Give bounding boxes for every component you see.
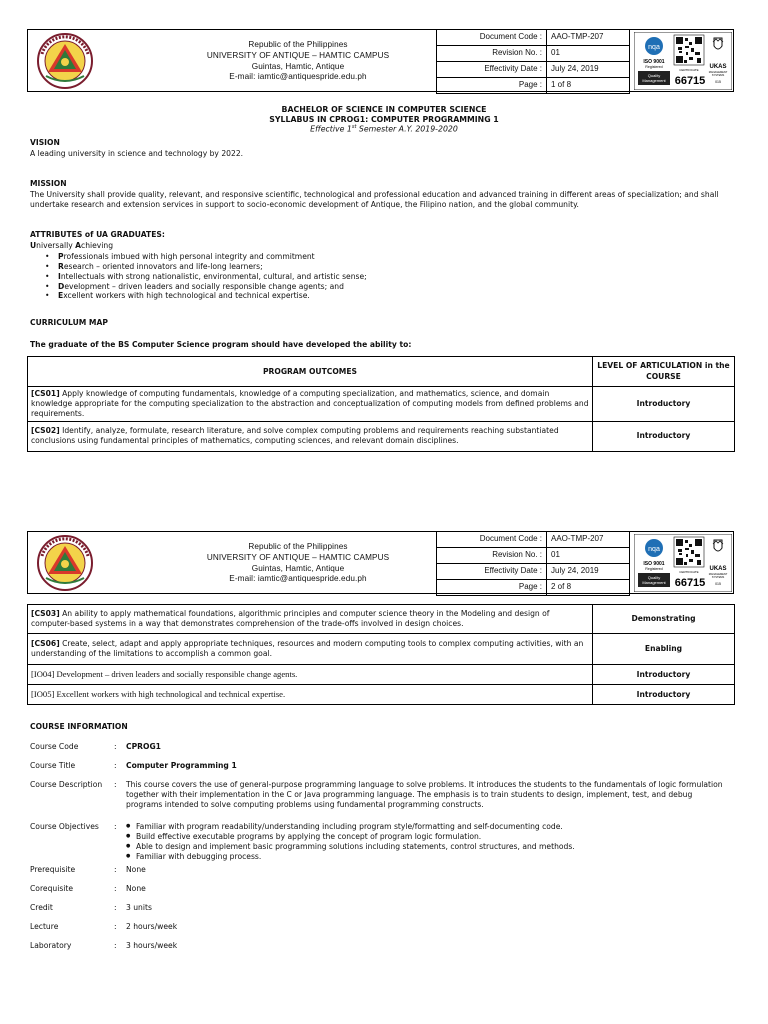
- outcome-cell: [CS06] Create, select, adapt and apply appropriate techniques, resources and modern computing tools to complex computing activities, with an understanding of the limitations to accomplish a common goal.: [28, 634, 593, 665]
- table-row: [28, 665, 735, 685]
- vision-heading: VISION: [30, 138, 60, 147]
- outcome-cell: [CS02] Identify, analyze, formulate, research literature, and solve complex computing problems and requirements reaching substantiated conclusions using fundamental principles of mathematics, computing sciences, and relevant domain disciplines.: [28, 421, 593, 451]
- attributes-list: [42, 252, 642, 301]
- mission-heading: MISSION: [30, 179, 67, 188]
- iso-certification-badge: [634, 32, 732, 90]
- address-line: Guintas, Hamtic, Antique: [251, 563, 345, 573]
- revision-value: 01: [547, 46, 630, 62]
- svg-text:CERTIFICATE: CERTIFICATE: [679, 570, 699, 574]
- course-info-heading: COURSE INFORMATION: [30, 722, 128, 731]
- republic-line: Republic of the Philippines: [248, 542, 348, 551]
- colon: :: [114, 884, 117, 893]
- svg-text:66715: 66715: [674, 75, 706, 87]
- colon: :: [114, 865, 117, 874]
- email-line: E-mail: iamtic@antiquespride.edu.ph: [229, 574, 367, 584]
- objectives-list: [126, 822, 730, 861]
- syllabus-title-block: [0, 105, 768, 135]
- svg-text:Quality: Quality: [647, 73, 661, 78]
- attributes-intro: [30, 241, 113, 251]
- course-objectives-label: Course Objectives: [30, 822, 99, 831]
- vision-text: A leading university in science and technology by 2022.: [30, 149, 244, 158]
- institution-block: [138, 542, 458, 585]
- svg-text:66715: 66715: [674, 577, 706, 589]
- svg-text:MANAGEMENT: MANAGEMENT: [708, 573, 728, 576]
- outcome-cell: [IO05] Excellent workers with high technological and technical expertise.: [28, 685, 593, 705]
- svg-text:ISO 9001: ISO 9001: [643, 59, 665, 65]
- colon: :: [114, 780, 117, 789]
- outcome-cell: [IO04] Development – driven leaders and socially responsible change agents.: [28, 665, 593, 685]
- document-control-table: [436, 531, 630, 596]
- svg-text:Registered: Registered: [645, 65, 663, 69]
- doc-code-label: Document Code :: [437, 30, 547, 46]
- doc-code-value: AAO-TMP-207: [547, 532, 630, 548]
- effectivity-value: July 24, 2019: [547, 62, 630, 78]
- program-outcomes-table-page1: [27, 356, 735, 452]
- level-cell: Introductory: [593, 685, 735, 705]
- colon: :: [114, 922, 117, 931]
- corequisite-row: [30, 884, 730, 896]
- list-item: ● Familiar with program readability/understanding including program style/formatting and self-documenting code.: [126, 822, 730, 832]
- prerequisite-value: None: [126, 865, 146, 874]
- revision-value: 01: [547, 548, 630, 564]
- level-cell: Introductory: [593, 387, 735, 422]
- page-label: Page :: [437, 78, 547, 94]
- attribute-item: • Research – oriented innovators and life-long learners;: [42, 262, 642, 272]
- attribute-item: • Intellectuals with strong nationalistic, environmental, cultural, and artistic sense;: [42, 272, 642, 282]
- effective-line: [0, 124, 768, 134]
- colon: :: [114, 742, 117, 751]
- document-header-page1: [27, 29, 734, 92]
- svg-text:UKAS: UKAS: [709, 64, 727, 70]
- prerequisite-row: [30, 865, 730, 877]
- outcome-cell: [CS01] Apply knowledge of computing fundamentals, knowledge of a computing specialization, and mathematics, science, and domain knowledge appropriate for the computing specialization to the abstraction and conceptualization of computing models from defined problems and requirements.: [28, 387, 593, 422]
- attribute-item: • Development – driven leaders and socially responsible change agents; and: [42, 282, 642, 292]
- mission-text: The University shall provide quality, relevant, and responsive scientific, technological and professional education and advanced training in different areas of specialization; and shall undertake research and extension services in support to socio-economic development of Antique, the Filipino nation, and the global community.: [30, 190, 719, 209]
- col-level-articulation: LEVEL OF ARTICULATION in the COURSE: [593, 357, 735, 387]
- course-code-row: [30, 742, 730, 754]
- svg-text:nqa: nqa: [648, 546, 660, 553]
- lecture-row: [30, 922, 730, 934]
- course-objectives-row: [30, 822, 730, 866]
- doc-code-label: Document Code :: [437, 532, 547, 548]
- effective-pre: Effective 1: [310, 125, 352, 135]
- intro-rest1: niversally: [36, 241, 76, 250]
- university-name: UNIVERSITY OF ANTIQUE – HAMTIC CAMPUS: [206, 50, 390, 60]
- page-label: Page :: [437, 580, 547, 596]
- svg-text:015: 015: [715, 582, 721, 586]
- table-row: [28, 634, 735, 665]
- svg-text:Registered: Registered: [645, 567, 663, 571]
- attributes-heading: ATTRIBUTES of UA GRADUATES:: [30, 230, 165, 239]
- university-name: UNIVERSITY OF ANTIQUE – HAMTIC CAMPUS: [206, 552, 390, 562]
- effectivity-label: Effectivity Date :: [437, 564, 547, 580]
- credit-row: [30, 903, 730, 915]
- doc-code-value: AAO-TMP-207: [547, 30, 630, 46]
- lecture-label: Lecture: [30, 922, 59, 931]
- attribute-item: • Excellent workers with high technological and technical expertise.: [42, 291, 642, 301]
- level-cell: Demonstrating: [593, 605, 735, 634]
- laboratory-label: Laboratory: [30, 941, 72, 950]
- col-program-outcomes: PROGRAM OUTCOMES: [28, 357, 593, 387]
- lecture-value: 2 hours/week: [126, 922, 178, 931]
- svg-text:MANAGEMENT: MANAGEMENT: [708, 71, 728, 74]
- colon: :: [114, 761, 117, 770]
- course-description-label: Course Description: [30, 780, 103, 789]
- revision-label: Revision No. :: [437, 46, 547, 62]
- level-cell: Introductory: [593, 665, 735, 685]
- attribute-item: • Professionals imbued with high personal integrity and commitment: [42, 252, 642, 262]
- svg-text:UKAS: UKAS: [709, 566, 727, 572]
- list-item: ● Familiar with debugging process.: [126, 852, 730, 862]
- corequisite-label: Corequisite: [30, 884, 74, 893]
- university-seal-logo: [32, 32, 98, 90]
- course-description-row: [30, 780, 730, 814]
- effective-sup: st: [351, 124, 357, 131]
- svg-text:CERTIFICATE: CERTIFICATE: [679, 68, 699, 72]
- svg-text:nqa: nqa: [648, 44, 660, 51]
- credit-value: 3 units: [126, 903, 152, 912]
- syllabus-title: SYLLABUS IN CPROG1: COMPUTER PROGRAMMING 1: [269, 114, 499, 124]
- course-code-label: Course Code: [30, 742, 79, 751]
- effectivity-label: Effectivity Date :: [437, 62, 547, 78]
- svg-text:015: 015: [715, 80, 721, 84]
- revision-label: Revision No. :: [437, 548, 547, 564]
- svg-text:SYSTEMS: SYSTEMS: [711, 576, 725, 579]
- laboratory-value: 3 hours/week: [126, 941, 178, 950]
- page-value: 2 of 8: [547, 580, 630, 596]
- document-header-page2: [27, 531, 734, 594]
- page-value: 1 of 8: [547, 78, 630, 94]
- prerequisite-label: Prerequisite: [30, 865, 76, 874]
- effectivity-value: July 24, 2019: [547, 564, 630, 580]
- credit-label: Credit: [30, 903, 53, 912]
- republic-line: Republic of the Philippines: [248, 40, 348, 49]
- list-item: ● Build effective executable programs by applying the concept of program logic formulation.: [126, 832, 730, 842]
- university-seal-logo: [32, 534, 98, 592]
- document-control-table: [436, 29, 630, 94]
- course-description-value: This course covers the use of general-purpose programming language to solve problems. It introduces the students to the fundamentals of logic formulation together with their implementation in the C or Java programming language. The emphasis is to train students to design, implement, test, and debug programs intended to solve computing problems using fundamental programming constructs.: [126, 780, 723, 809]
- institution-block: [138, 40, 458, 83]
- intro-rest2: chieving: [81, 241, 114, 250]
- colon: :: [114, 941, 117, 950]
- svg-text:ISO 9001: ISO 9001: [643, 561, 665, 567]
- address-line: Guintas, Hamtic, Antique: [251, 61, 345, 71]
- svg-text:SYSTEMS: SYSTEMS: [711, 74, 725, 77]
- table-row: [28, 605, 735, 634]
- table-row: [28, 685, 735, 705]
- email-line: E-mail: iamtic@antiquespride.edu.ph: [229, 72, 367, 82]
- intro-u: U: [30, 241, 37, 250]
- svg-text:Quality: Quality: [647, 575, 661, 580]
- outcome-cell: [CS03] An ability to apply mathematical foundations, algorithmic principles and computer science theory in the Modeling and design of computer-based systems in a way that demonstrates comprehension of the trade-offs involved in design choices.: [28, 605, 593, 634]
- svg-text:Management: Management: [642, 580, 666, 585]
- course-code-value: CPROG1: [126, 742, 161, 751]
- curriculum-intro: The graduate of the BS Computer Science program should have developed the ability to:: [30, 340, 412, 349]
- table-row: [28, 387, 735, 422]
- laboratory-row: [30, 941, 730, 953]
- corequisite-value: None: [126, 884, 146, 893]
- effective-post: Semester A.Y. 2019-2020: [356, 125, 458, 135]
- colon: :: [114, 903, 117, 912]
- program-outcomes-table-page2: [27, 604, 735, 705]
- program-title: BACHELOR OF SCIENCE IN COMPUTER SCIENCE: [281, 105, 487, 114]
- colon: :: [114, 822, 117, 831]
- table-row: [28, 421, 735, 451]
- svg-text:Management: Management: [642, 78, 666, 83]
- level-cell: Enabling: [593, 634, 735, 665]
- intro-a: A: [75, 241, 82, 250]
- course-title-row: [30, 761, 730, 773]
- list-item: ● Able to design and implement basic programming solutions including statements, control structures, and methods.: [126, 842, 730, 852]
- course-title-label: Course Title: [30, 761, 76, 770]
- iso-certification-badge: [634, 534, 732, 592]
- course-title-value: Computer Programming 1: [126, 761, 237, 770]
- curriculum-heading: CURRICULUM MAP: [30, 318, 108, 327]
- level-cell: Introductory: [593, 421, 735, 451]
